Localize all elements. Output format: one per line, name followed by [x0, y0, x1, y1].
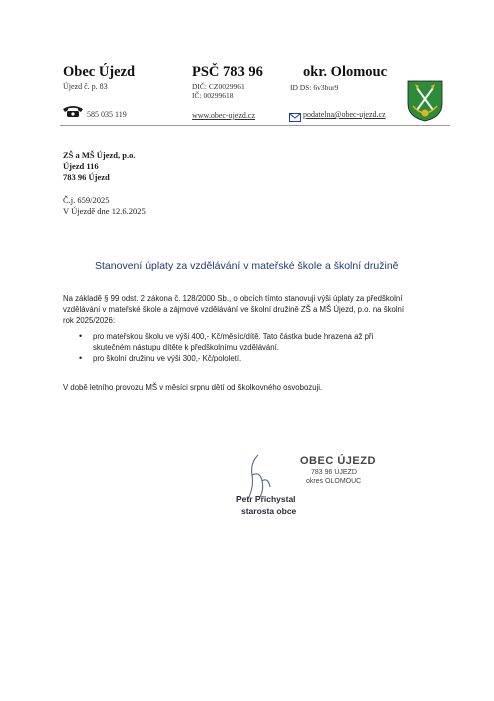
reference-number: Č.j. 659/2025	[63, 195, 110, 205]
fee-item-kindergarten: • pro mateřskou školu ve výši 400,- Kč/měsíc/dítě. Tato částka bude hrazena až při skutečném nástupu dítěte k předškolnímu vzdělávání.	[77, 331, 411, 353]
ds-id: ID DS: 6v3bur9	[290, 83, 339, 92]
header-divider	[60, 125, 450, 126]
fee-item-after-school: • pro školní družinu ve výši 300,- Kč/pololetí.	[77, 353, 411, 364]
recipient-line2: Újezd 116	[63, 161, 99, 171]
phone-number: 585 035 119	[87, 110, 127, 119]
dic: DIČ: CZ0029961	[192, 82, 245, 91]
summer-note: V době letního provozu MŠ v měsíci srpnu dětí od školkovného osvobozuji.	[63, 383, 323, 392]
signatory-name: Petr Přichystal	[236, 494, 296, 504]
phone-icon	[62, 105, 84, 123]
stamp-title: OBEC ÚJEZD	[300, 455, 376, 467]
website-link[interactable]: www.obec-ujezd.cz	[192, 111, 256, 120]
document-title: Stanovení úplaty za vzdělávání v mateřské škole a školní družině	[95, 260, 399, 272]
coat-of-arms	[407, 80, 443, 127]
stamp-line1: 783 96 ÚJEZD	[311, 469, 357, 476]
email-link[interactable]: podatelna@obec-ujezd.cz	[303, 110, 386, 119]
fee-list	[77, 331, 411, 364]
org-address: Újezd č. p. 83	[63, 82, 108, 91]
org-name: Obec Újezd	[63, 64, 136, 80]
district: okr. Olomouc	[303, 64, 388, 80]
stamp-line2: okres OLOMOUC	[306, 478, 362, 485]
psc: PSČ 783 96	[192, 64, 263, 80]
recipient-line3: 783 96 Újezd	[63, 172, 110, 182]
reference-date: V Újezdě dne 12.6.2025	[63, 206, 146, 216]
recipient-line1: ZŠ a MŠ Újezd, p.o.	[63, 150, 136, 160]
signatory-role: starosta obce	[241, 506, 297, 516]
intro-paragraph: Na základě § 99 odst. 2 zákona č. 128/2000 Sb., o obcích tímto stanovuji výši úplaty za předškolní vzdělávání v mateřské škole a zájmové vzdělávání ve školní družině ZŠ a MŠ Újezd, p.o. na školní rok 2025/2026:	[63, 294, 405, 325]
ic: IČ: 00299618	[192, 91, 234, 100]
